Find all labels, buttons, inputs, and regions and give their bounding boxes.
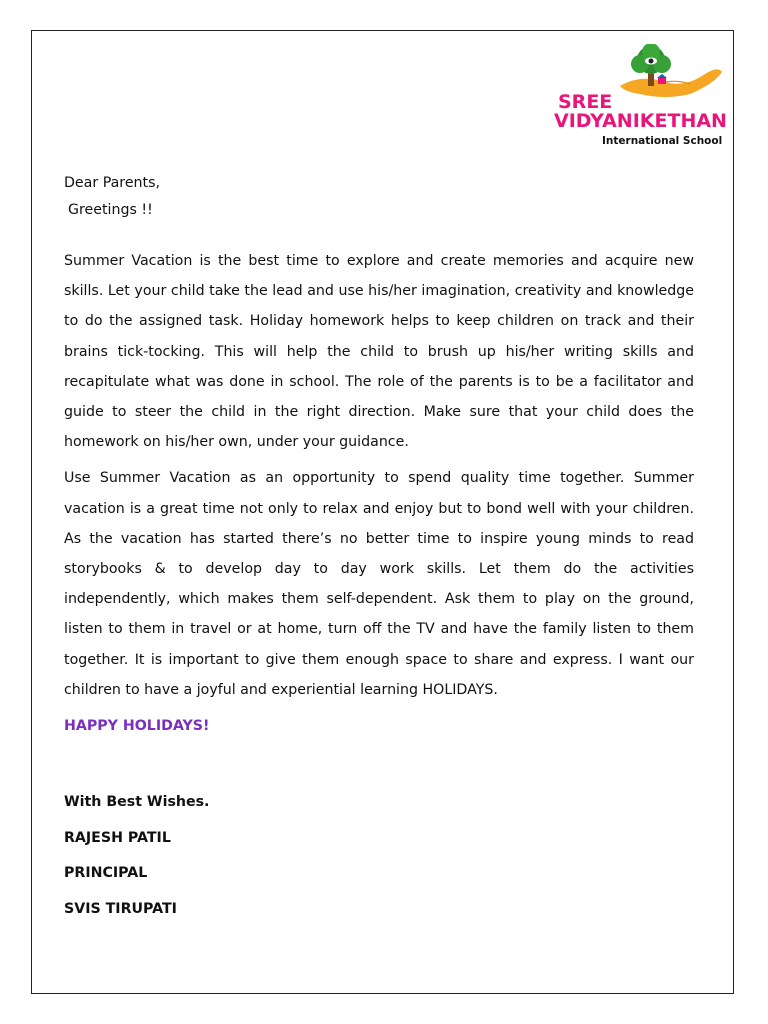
closing: With Best Wishes. (64, 794, 210, 811)
school-logo (552, 44, 732, 154)
happy-holidays: HAPPY HOLIDAYS! (64, 718, 210, 735)
signatory-title: PRINCIPAL (64, 865, 148, 882)
signatory-org: SVIS TIRUPATI (64, 900, 177, 917)
logo-line-sree: SREE (558, 91, 613, 113)
salutation: Dear Parents, (64, 175, 161, 191)
letter-body (64, 170, 694, 927)
logo-line-vidyanikethan: VIDYANIKETHAN (554, 110, 727, 132)
tree-hand-emblem-icon (610, 44, 730, 99)
greeting: Greetings !! (68, 202, 153, 218)
logo-line-international-school: International School (602, 135, 723, 147)
paragraph-1: Summer Vacation is the best time to explore and create memories and acquire new skills. Let your child take the lead and use his/her imagination, creativity and knowledge to do the assigned task. Holiday homework helps to keep children on track and their brains tick-tocking. This will help the child to brush up his/her writing skills and recapitulate what was done in school. The role of the parents is to be a facilitator and guide to steer the child in the right direction. Make sure that your child does the homework on his/her own, under your guidance. (64, 253, 694, 451)
signature-block (64, 785, 694, 927)
signatory-name: RAJESH PATIL (64, 829, 171, 846)
paragraph-2: Use Summer Vacation as an opportunity to spend quality time together. Summer vacation is a great time not only to relax and enjoy but to bond well with your children. As the vacation has started there’s no better time to inspire young minds to read storybooks & to develop day to day work skills. Let them do the activities independently, which makes them self-dependent. Ask them to play on the ground, listen to them in travel or at home, turn off the TV and have the family listen to them together. It is important to give them enough space to share and express. I want our children to have a joyful and experiential learning HOLIDAYS. (64, 470, 694, 698)
